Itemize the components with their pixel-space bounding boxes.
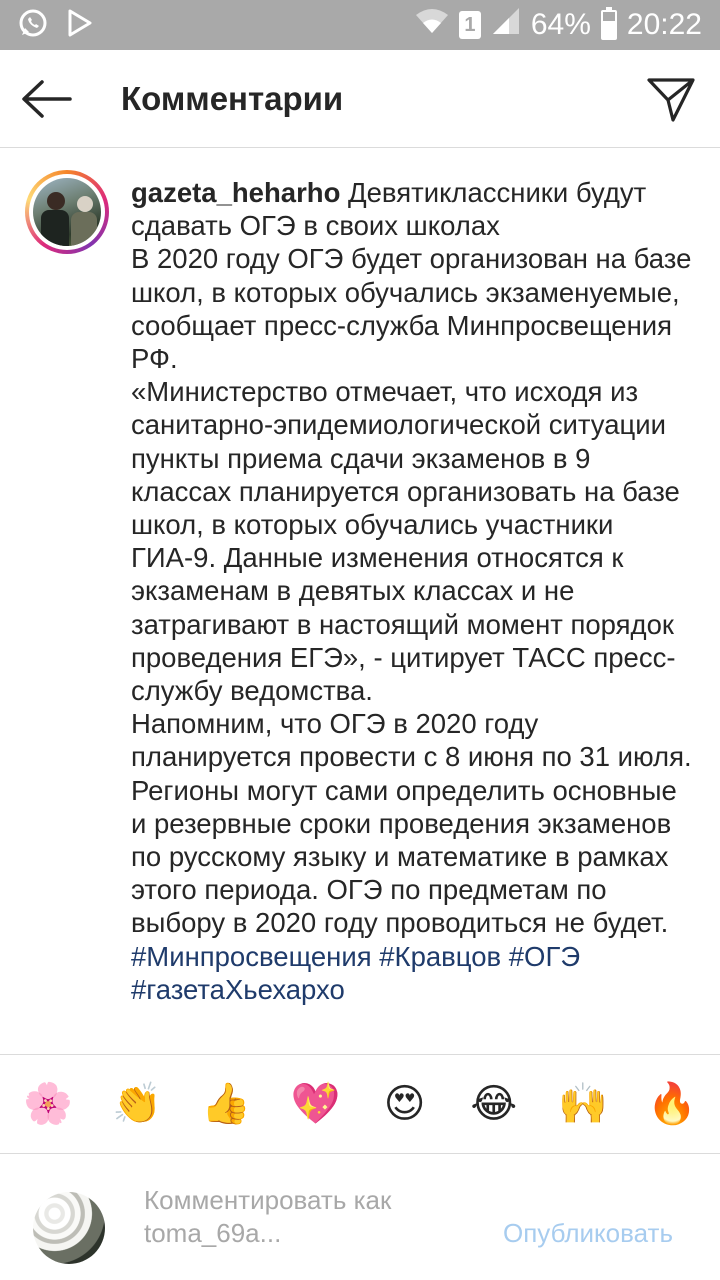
battery-icon: [601, 10, 617, 40]
thumbs-up-emoji-icon[interactable]: 👍: [201, 1081, 252, 1127]
hashtags[interactable]: #Минпросвещения #Кравцов #ОГЭ #газетаХьехархо: [131, 940, 581, 1005]
signal-icon: [491, 6, 521, 44]
post-caption: [131, 176, 696, 1006]
post-caption-section: [0, 148, 720, 1054]
sparkling-heart-emoji-icon[interactable]: 💖: [290, 1081, 341, 1127]
author-avatar[interactable]: [25, 170, 109, 254]
tears-of-joy-emoji-icon[interactable]: 😂: [470, 1081, 518, 1127]
heart-eyes-emoji-icon[interactable]: 😍: [383, 1081, 426, 1127]
rose-emoji-icon[interactable]: 🌸: [23, 1081, 73, 1127]
play-store-icon: [66, 8, 94, 43]
publish-button[interactable]: Опубликовать: [503, 1218, 674, 1248]
fire-emoji-icon[interactable]: 🔥: [647, 1081, 697, 1127]
status-bar: [0, 0, 720, 50]
sim-icon: 1: [459, 11, 481, 39]
quick-reactions-bar: [0, 1054, 720, 1154]
paper-plane-icon[interactable]: [646, 74, 696, 124]
caption-headline: Девятиклассники будут сдавать ОГЭ в своих школах: [131, 177, 647, 242]
arrow-left-icon[interactable]: [20, 78, 74, 120]
current-user-avatar: [33, 1192, 105, 1264]
app-header: [0, 50, 720, 148]
whatsapp-icon: [18, 8, 48, 43]
clock: 20:22: [626, 8, 702, 41]
wifi-icon: [415, 7, 449, 43]
battery-percent: 64%: [530, 8, 591, 41]
page-title: Комментарии: [121, 80, 344, 117]
caption-paragraph: В 2020 году ОГЭ будет организован на базе школ, в которых обучались экзаменуемые, сообщает пресс-служба Минпросвещения РФ.: [131, 243, 692, 375]
raising-hands-emoji-icon[interactable]: 🙌: [557, 1081, 608, 1127]
author-username[interactable]: gazeta_heharho: [131, 177, 341, 208]
comment-composer: [0, 1154, 720, 1280]
caption-quote: «Министерство отмечает, что исходя из санитарно-эпидемиологической ситуации пункты приема сдачи экзаменов в 9 классах планируется организовать на базе школ, в которых обучались участники ГИА-9. Данные изменения относятся к экзаменам в девятых классах и не затрагивают в настоящий момент порядок проведения ЕГЭ», - цитирует ТАСС пресс-службу ведомства.: [131, 376, 680, 707]
comment-input[interactable]: Комментировать как toma_69a...: [144, 1185, 392, 1248]
caption-paragraph: Напомним, что ОГЭ в 2020 году планируется провести с 8 июня по 31 июля. Регионы могут сами определить основные и резервные сроки проведения экзаменов по русскому языку и математике в рамках этого периода. ОГЭ по предметам по выбору в 2020 году проводиться не будет.: [131, 708, 692, 939]
clapping-hands-emoji-icon[interactable]: 👏: [112, 1081, 163, 1127]
